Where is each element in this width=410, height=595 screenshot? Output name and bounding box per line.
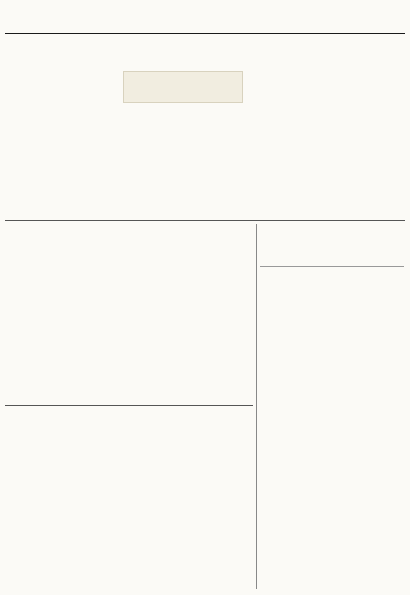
side-article-intro-box xyxy=(260,226,404,267)
section-divider-1 xyxy=(5,220,405,221)
section-divider-2 xyxy=(5,405,253,406)
top-article-highlight-box xyxy=(123,71,243,103)
side-article-border xyxy=(256,224,257,589)
header-rule xyxy=(5,33,405,34)
